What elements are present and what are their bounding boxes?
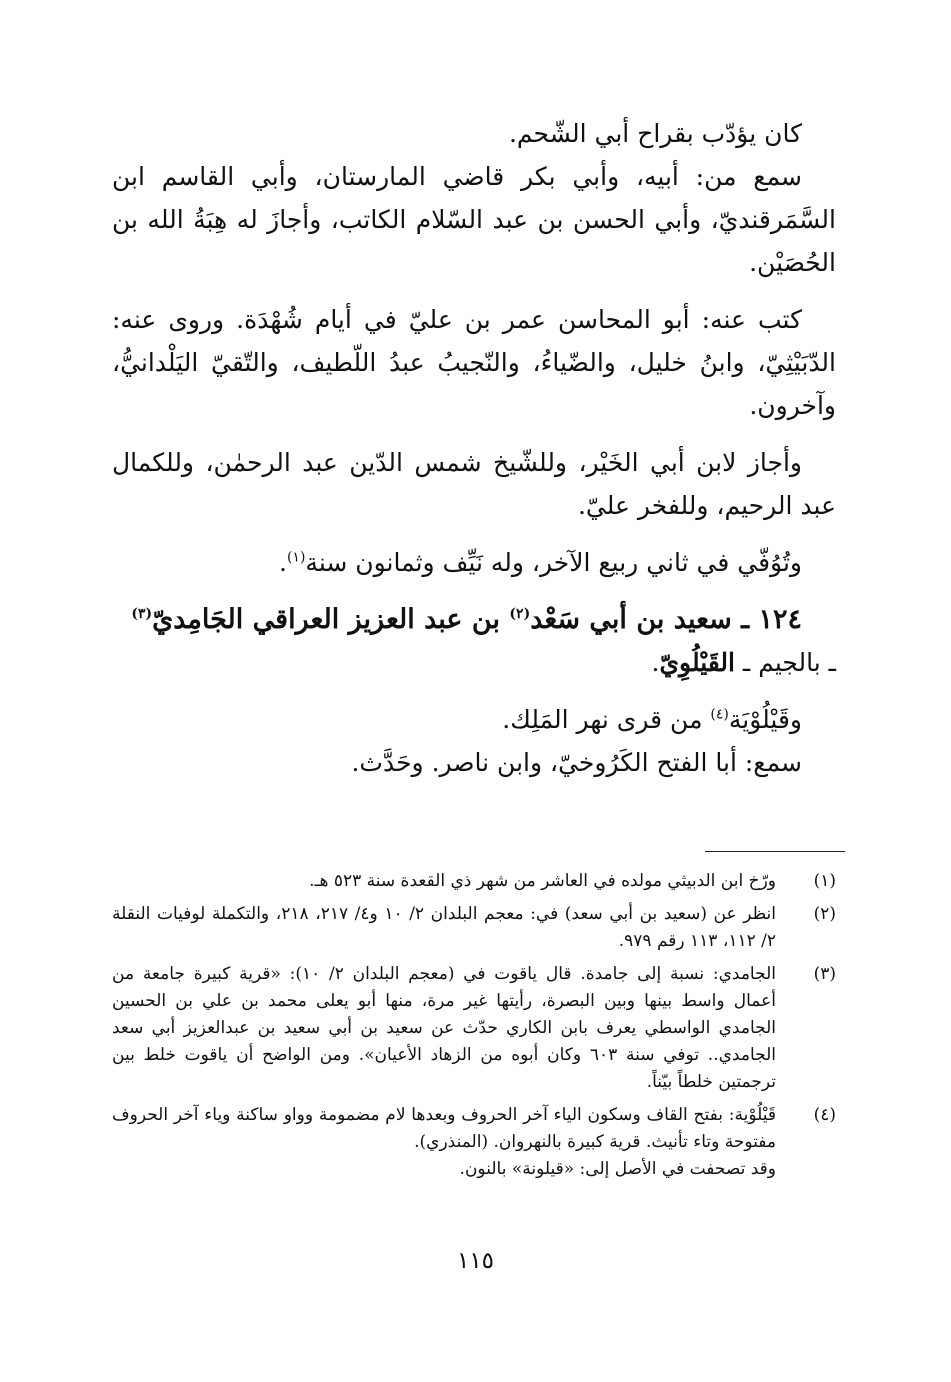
paragraph-3: كتب عنه: أبو المحاسن عمر بن عليّ في أيام شُهْدَة. وروى عنه: الدّبَيْثِيّ، وابنُ خليل، والضّياءُ، والنّجيبُ عبدُ اللّطيف، والتّقيّ اليَلْدانيُّ، وآخرون. [112,305,836,420]
paragraph-2: سمع من: أبيه، وأبي بكر قاضي المارستان، وأبي القاسم ابن السَّمَرقنديّ، وأبي الحسن بن عبد السّلام الكاتب، وأجازَ له هِبَةُ الله بن الحُصَيْن. [112,162,836,277]
paragraph-5-text: وتُوُفّي في ثاني ربيع الآخر، وله نَيِّف وثمانون سنة [305,548,802,577]
paragraph-7: سمع: أبا الفتح الكَرُوخيّ، وابن ناصر. وحَدَّث. [351,748,802,777]
entry-nisba: القَيْلُوِيّ [659,648,735,677]
footnote-number: (٣) [813,964,836,984]
footnote-line: انظر عن (سعيد بن أبي سعد) في: معجم البلدان ٢/ ١٠ و٤/ ٢١٧، ٢١٨، والتكملة لوفيات النقلة ٢/ ١١٢، ١١٣ رقم ٩٧٩. [112,904,776,951]
footnote-line: الجامدي: نسبة إلى جامدة. قال ياقوت في (معجم البلدان ٢/ ١٠): «قرية كبيرة جامعة من أعمال واسط بينها وبين البصرة، رأيتها غير مرة، منها أبو يعلى محمد بن علي بن الحسين الجامدي الواسطي يعرف بابن الكاري حدّث عن سعيد بن أبي سعيد بن عبدالعزيز أبي سعد الجامدي.. توفي سنة ٦٠٣ وكان أبوه من الزهاد الأعيان». ومن الواضح أن ياقوت خلط بين ترجمتين خلطاً بيّناً. [112,964,777,1092]
main-text [112,112,836,784]
footnote-ref-3: (٣) [131,606,153,622]
footnote-body [112,1102,776,1183]
footnote-line: قَيْلُوْية: بفتح القاف وسكون الياء آخر الحروف وبعدها لام مضمومة وواو ساكنة وياء آخر الحروف مفتوحة وتاء تأنيث. قرية كبيرة بالنهروان. (المنذري). [112,1105,776,1152]
footnote-ref-4: (٤) [710,706,729,723]
footnote-3 [112,961,836,1096]
paragraph-1: كان يؤدّب بقراح أبي الشّحم. [508,119,802,148]
paragraph-6-text: وقَيْلُوْيَة [728,705,802,734]
entry-subheading-prefix: ـ بالجيم ـ [734,648,836,677]
entry-heading-part2: بن عبد العزيز العراقي الجَامِديّ [152,604,510,635]
paragraph-4: وأجاز لابن أبي الخَيْر، وللشّيخ شمس الدّين عبد الرحمٰن، وللكمال عبد الرحيم، وللفخر عليّ. [112,448,836,520]
footnote-2 [112,901,836,955]
paragraph-5 [112,541,836,584]
paragraph-5-end: . [279,548,287,577]
footnote-number: (٢) [813,904,836,924]
entry-subheading [112,641,836,684]
footnote-ref-2: (٢) [509,606,531,622]
page-number: ١١٥ [456,1248,495,1274]
footnote-separator [705,851,845,852]
footnote-body [112,901,776,955]
entry-subheading-end: . [651,648,660,677]
entry-heading-part1: ١٢٤ ـ سعيد بن أبي سَعْد [530,604,802,635]
footnote-line: ورّخ ابن الدبيثي مولده في العاشر من شهر ذي القعدة سنة ٥٢٣ هـ. [309,871,776,891]
entry-heading [112,598,836,641]
footnote-number: (١) [813,871,836,891]
footnote-line: وقد تصحفت في الأصل إلى: «قيلونة» بالنون. [459,1159,776,1179]
footnote-body [112,868,776,895]
footnotes [112,868,836,1189]
paragraph-6 [112,698,836,741]
footnote-ref-1: (١) [286,549,306,566]
footnote-4 [112,1102,836,1183]
footnote-number: (٤) [813,1105,836,1125]
footnote-body [112,961,776,1096]
paragraph-6-end: من قرى نهر المَلِك. [502,705,711,734]
footnote-1 [112,868,836,895]
